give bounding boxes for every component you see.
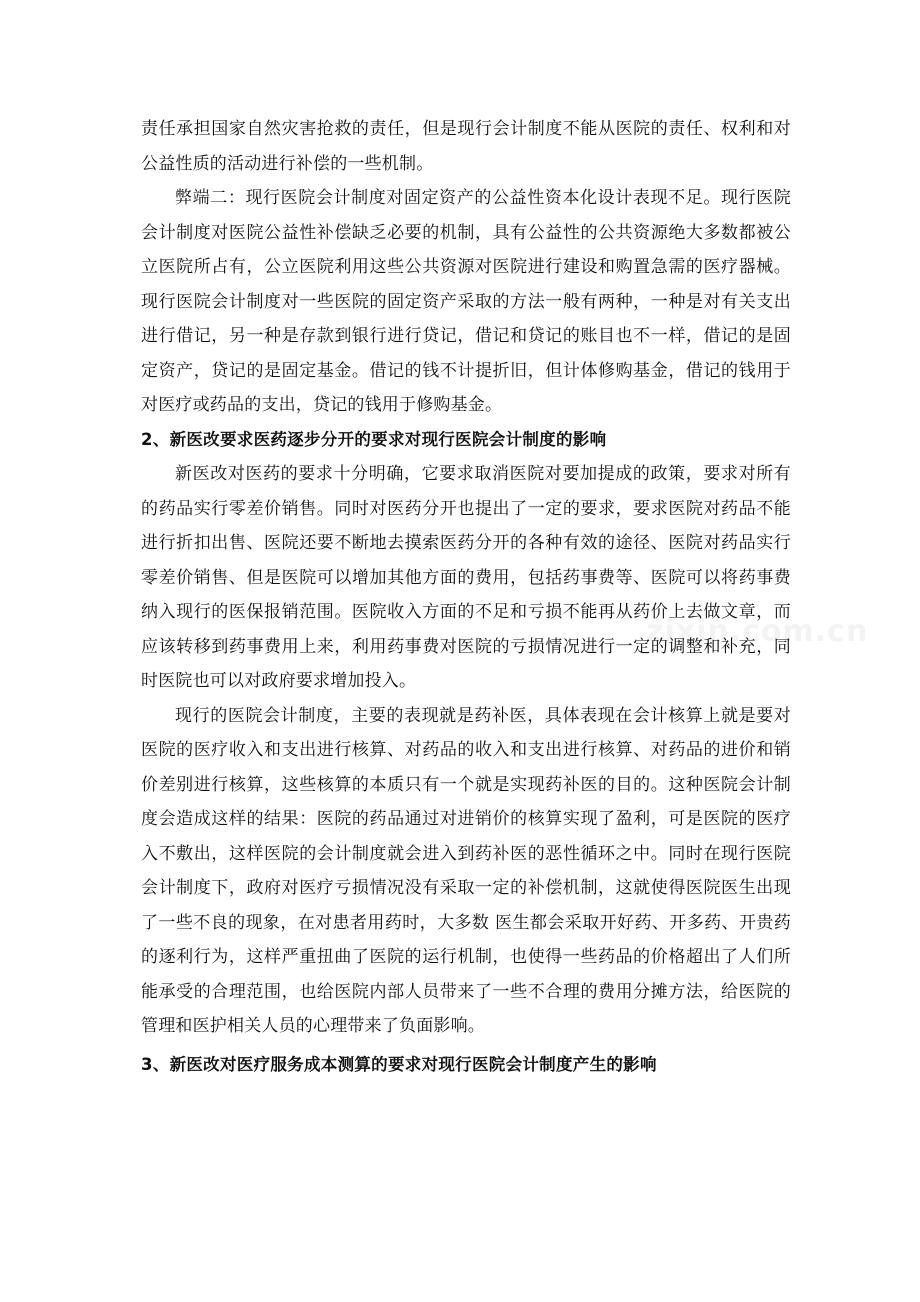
paragraph-drug-reform: 新医改对医药的要求十分明确，它要求取消医院对要加提成的政策，要求对所有的药品实行零差价销售。同时对医药分开也提出了一定的要求，要求医院对药品不能进行折扣出售、医院还要不断地去摸索医药分开的各种有效的途径、医院对药品实行零差价销售、但是医院可以增加其他方面的费用，包括药事费等、医院可以将药事费纳入现行的医保报销范围。医院收入方面的不足和亏损不能再从药价上去做文章，而应该转移到药事费用上来，利用药事费对医院的亏损情况进行一定的调整和补充，同时医院也可以对政府要求增加投入。	[141, 464, 791, 691]
paragraph-current-system: 现行的医院会计制度，主要的表现就是药补医，具体表现在会计核算上就是要对医院的医疗收入和支出进行核算、对药品的收入和支出进行核算、对药品的进价和销价差别进行核算，这些核算的本质只有一个就是实现药补医的目的。这种医院会计制度会造成这样的结果：医院的药品通过对进销价的核算实现了盈利，可是医院的医疗入不敷出，这样医院的会计制度就会进入到药补医的恶性循环之中。同时在现行医院会计制度下，政府对医疗亏损情况没有采取一定的补偿机制，这就使得医院医生出现了一些不良的现象，在对患者用药时，大多数 医生都会采取开好药、开多药、开贵药的逐利行为，这样严重扭曲了医院的运行机制，也使得一些药品的价格超出了人们所能承受的合理范围，也给医院内部人员带来了一些不合理的费用分摊方法，给医院的管理和医护相关人员的心理带来了负面影响。	[141, 705, 791, 1036]
document-body	[141, 112, 791, 1082]
section-heading-3: 3、新医改对医疗服务成本测算的要求对现行医院会计制度产生的影响	[141, 1054, 657, 1074]
paragraph-liability: 责任承担国家自然灾害抢救的责任，但是现行会计制度不能从医院的责任、权利和对公益性质的活动进行补偿的一些机制。	[141, 119, 791, 174]
section-heading-2: 2、新医改要求医药逐步分开的要求对现行医院会计制度的影响	[141, 429, 607, 449]
paragraph-drawback-two: 弊端二：现行医院会计制度对固定资产的公益性资本化设计表现不足。现行医院会计制度对医院公益性补偿缺乏必要的机制，具有公益性的公共资源绝大多数都被公立医院所占有，公立医院利用这些公共资源对医院进行建设和购置急需的医疗器械。现行医院会计制度对一些医院的固定资产采取的方法一般有两种，一种是对有关支出进行借记，另一种是存款到银行进行贷记，借记和贷记的账目也不一样，借记的是固定资产，贷记的是固定基金。借记的钱不计提折旧，但计体修购基金，借记的钱用于对医疗或药品的支出，贷记的钱用于修购基金。	[141, 188, 791, 415]
